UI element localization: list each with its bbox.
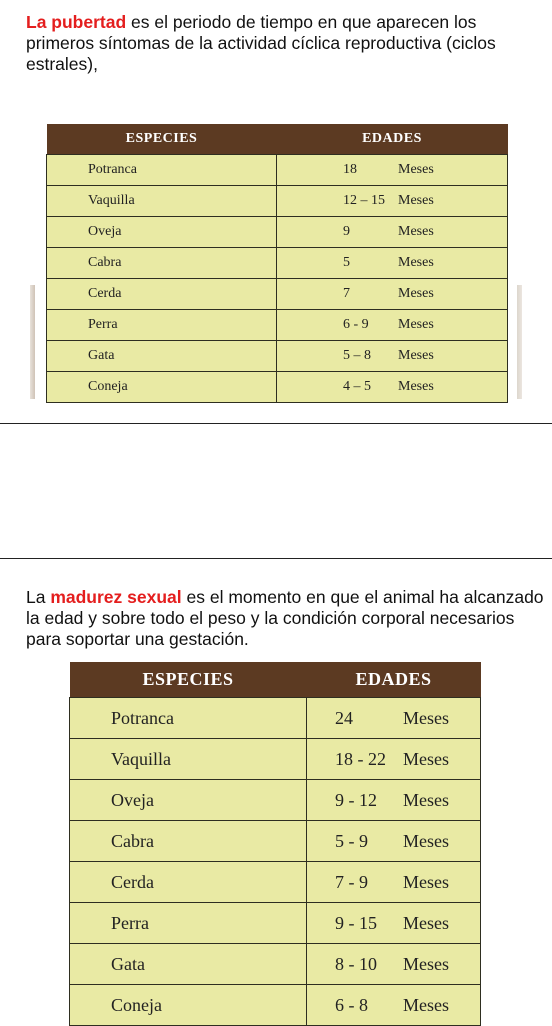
- decorative-shadow-right: [517, 285, 522, 399]
- table-header-row: [70, 662, 481, 698]
- age-value: 18: [343, 162, 357, 177]
- age-cell: [277, 248, 508, 279]
- age-cell: [307, 739, 481, 780]
- age-value: 12 – 15: [343, 193, 385, 208]
- age-unit: Meses: [403, 871, 449, 892]
- age-cell: [307, 780, 481, 821]
- table-row: [70, 985, 481, 1026]
- age-cell: [277, 155, 508, 186]
- species-cell: Vaquilla: [70, 739, 307, 780]
- age-unit: Meses: [403, 748, 449, 769]
- header-especies: ESPECIES: [47, 124, 277, 155]
- table-row: [47, 155, 508, 186]
- table-row: [70, 698, 481, 739]
- species-cell: Coneja: [47, 372, 277, 403]
- age-value: 9: [343, 224, 350, 239]
- species-cell: Cerda: [70, 862, 307, 903]
- pubertad-term: La pubertad: [26, 12, 127, 32]
- species-cell: Perra: [47, 310, 277, 341]
- age-unit: Meses: [398, 379, 434, 394]
- table-row: [47, 248, 508, 279]
- age-value: 5 - 9: [335, 830, 368, 851]
- species-cell: Vaquilla: [47, 186, 277, 217]
- age-value: 9 - 12: [335, 789, 377, 810]
- age-value: 5: [343, 255, 350, 270]
- age-value: 4 – 5: [343, 379, 371, 394]
- age-unit: Meses: [398, 348, 434, 363]
- table-row: [47, 279, 508, 310]
- species-cell: Coneja: [70, 985, 307, 1026]
- pubertad-table: [46, 124, 508, 403]
- age-unit: Meses: [403, 789, 449, 810]
- madurez-paragraph: [26, 587, 546, 650]
- header-edades: EDADES: [307, 662, 481, 698]
- table-header-row: [47, 124, 508, 155]
- age-unit: Meses: [398, 193, 434, 208]
- species-cell: Gata: [70, 944, 307, 985]
- pubertad-paragraph: [26, 12, 546, 75]
- age-cell: [277, 217, 508, 248]
- species-cell: Oveja: [70, 780, 307, 821]
- age-unit: Meses: [403, 707, 449, 728]
- age-cell: [277, 341, 508, 372]
- age-unit: Meses: [398, 162, 434, 177]
- age-cell: [277, 279, 508, 310]
- table-row: [70, 821, 481, 862]
- age-unit: Meses: [403, 912, 449, 933]
- age-unit: Meses: [403, 953, 449, 974]
- age-unit: Meses: [403, 994, 449, 1015]
- age-value: 7: [343, 286, 350, 301]
- age-value: 9 - 15: [335, 912, 377, 933]
- madurez-prefix: La: [26, 587, 51, 607]
- age-value: 7 - 9: [335, 871, 368, 892]
- table-row: [47, 186, 508, 217]
- age-cell: [277, 310, 508, 341]
- decorative-shadow-left: [30, 285, 35, 399]
- age-cell: [307, 698, 481, 739]
- age-cell: [277, 186, 508, 217]
- pubertad-text: es el periodo de tiempo en que aparecen los primeros síntomas de la actividad cíclica reproductiva (ciclos estrales),: [26, 12, 496, 74]
- age-value: 6 - 8: [335, 994, 368, 1015]
- table-row: [47, 341, 508, 372]
- age-unit: Meses: [403, 830, 449, 851]
- table-row: [47, 372, 508, 403]
- madurez-term: madurez sexual: [50, 587, 182, 607]
- header-especies: ESPECIES: [70, 662, 307, 698]
- species-cell: Cabra: [47, 248, 277, 279]
- table-row: [70, 780, 481, 821]
- age-unit: Meses: [398, 255, 434, 270]
- madurez-table: [69, 662, 481, 1026]
- species-cell: Gata: [47, 341, 277, 372]
- species-cell: Potranca: [70, 698, 307, 739]
- species-cell: Cerda: [47, 279, 277, 310]
- age-cell: [307, 862, 481, 903]
- age-value: 5 – 8: [343, 348, 371, 363]
- divider-line: [0, 423, 552, 424]
- age-unit: Meses: [398, 224, 434, 239]
- age-value: 8 - 10: [335, 953, 377, 974]
- table-row: [70, 739, 481, 780]
- age-cell: [307, 821, 481, 862]
- age-unit: Meses: [398, 317, 434, 332]
- table-row: [47, 310, 508, 341]
- age-unit: Meses: [398, 286, 434, 301]
- age-value: 24: [335, 707, 353, 728]
- table-row: [70, 862, 481, 903]
- age-cell: [277, 372, 508, 403]
- species-cell: Potranca: [47, 155, 277, 186]
- age-value: 18 - 22: [335, 748, 386, 769]
- age-cell: [307, 903, 481, 944]
- species-cell: Oveja: [47, 217, 277, 248]
- species-cell: Cabra: [70, 821, 307, 862]
- table-row: [70, 903, 481, 944]
- age-cell: [307, 985, 481, 1026]
- species-cell: Perra: [70, 903, 307, 944]
- table-row: [47, 217, 508, 248]
- age-value: 6 - 9: [343, 317, 369, 332]
- madurez-text: es el momento en que el animal ha alcanzado la edad y sobre todo el peso y la condición corporal necesarios para soportar una gestación.: [26, 587, 544, 649]
- age-cell: [307, 944, 481, 985]
- divider-line: [0, 558, 552, 559]
- table-row: [70, 944, 481, 985]
- header-edades: EDADES: [277, 124, 508, 155]
